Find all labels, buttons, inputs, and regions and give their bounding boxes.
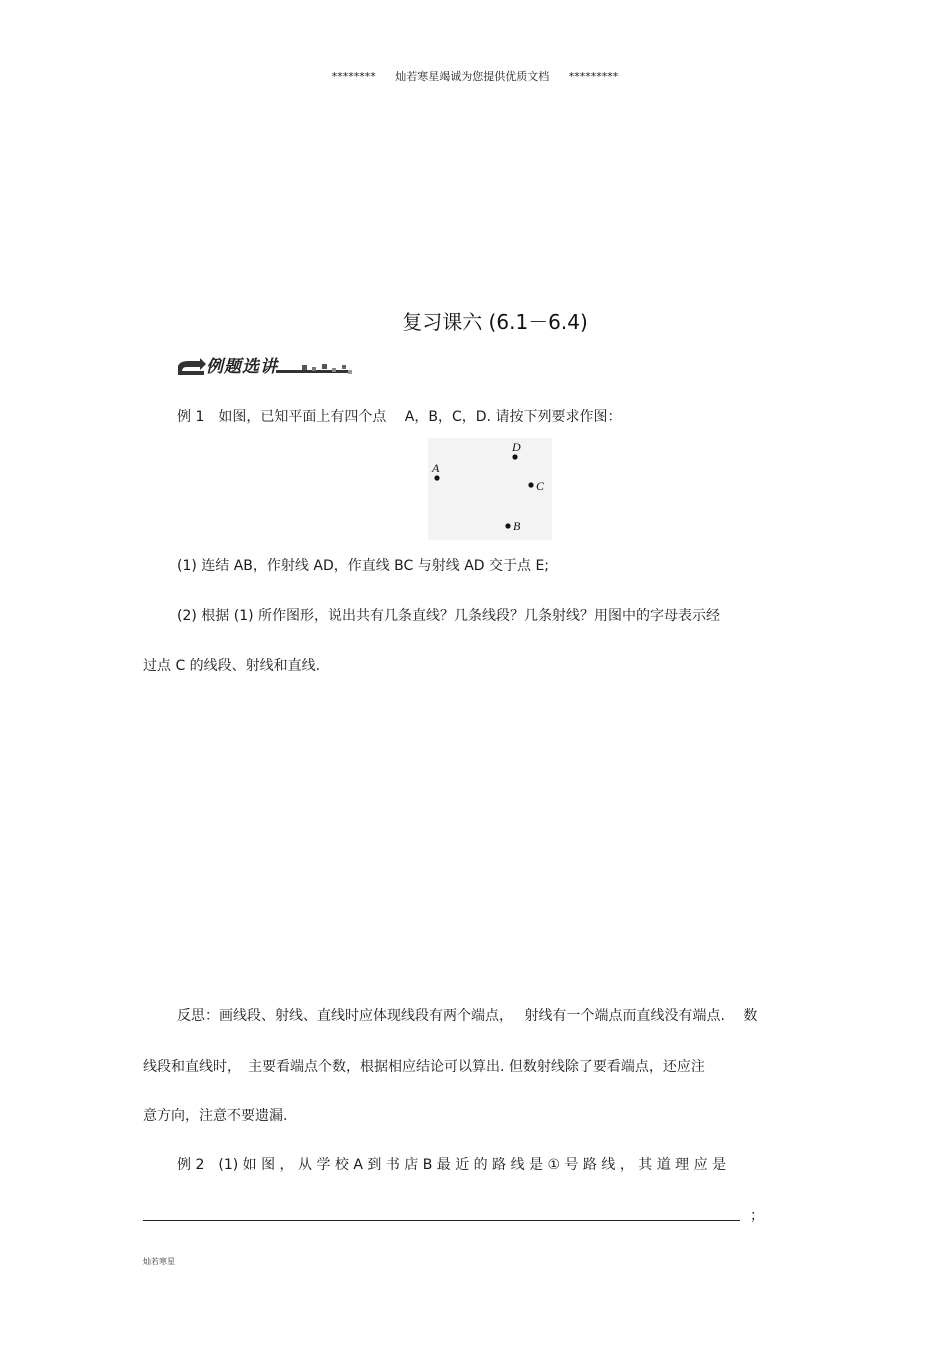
point-c-dot bbox=[528, 482, 533, 487]
example2-line1: 例 2 (1) 如 图 ， 从 学 校 A 到 书 店 B 最 近 的 路 线 是 ① 号 路 线 ， 其 道 理 应 是 bbox=[177, 1157, 727, 1173]
page-footer: 灿若寒星 bbox=[143, 1257, 175, 1266]
points-figure bbox=[428, 438, 552, 540]
banner-label: 例题选讲 bbox=[206, 357, 278, 377]
example1-question-1: (1) 连结 AB，作射线 AD，作直线 BC 与射线 AD 交于点 E; bbox=[177, 558, 550, 574]
point-b-label: B bbox=[513, 519, 521, 533]
point-d-dot bbox=[512, 454, 517, 459]
page-header bbox=[0, 68, 950, 84]
header-text: 灿若寒星竭诚为您提供优质文档 bbox=[395, 70, 550, 83]
points-diagram bbox=[428, 438, 552, 540]
example1-intro: 例 1 如图，已知平面上有四个点 A，B，C，D. 请按下列要求作图： bbox=[177, 409, 622, 425]
answer-blank-end: ； bbox=[750, 1208, 764, 1224]
reflection-line3: 意方向，注意不要遗漏. bbox=[143, 1108, 288, 1124]
point-b-dot bbox=[505, 523, 510, 528]
reflection-line2: 线段和直线时， 主要看端点个数，根据相应结论可以算出. 但数射线除了要看端点，还应注 bbox=[143, 1059, 705, 1075]
point-c-label: C bbox=[536, 479, 545, 493]
point-d-label: D bbox=[512, 440, 521, 454]
reflection-line1: 反思：画线段、射线、直线时应体现线段有两个端点， 射线有一个端点而直线没有端点. 数 bbox=[177, 1008, 758, 1024]
header-stars-left: ******** bbox=[331, 70, 376, 83]
section-banner bbox=[176, 352, 356, 378]
point-a-label: A bbox=[432, 461, 440, 475]
answer-blank-line bbox=[143, 1220, 740, 1221]
example1-question-2-line1: (2) 根据 (1) 所作图形，说出共有几条直线？几条线段？几条射线？用图中的字母表示经 bbox=[177, 608, 721, 624]
example1-question-2-line2: 过点 C 的线段、射线和直线. bbox=[143, 658, 321, 674]
point-a-dot bbox=[434, 475, 439, 480]
page-title: 复习课六 (6.1－6.4) bbox=[402, 310, 588, 334]
header-stars-right: ********* bbox=[568, 70, 619, 83]
